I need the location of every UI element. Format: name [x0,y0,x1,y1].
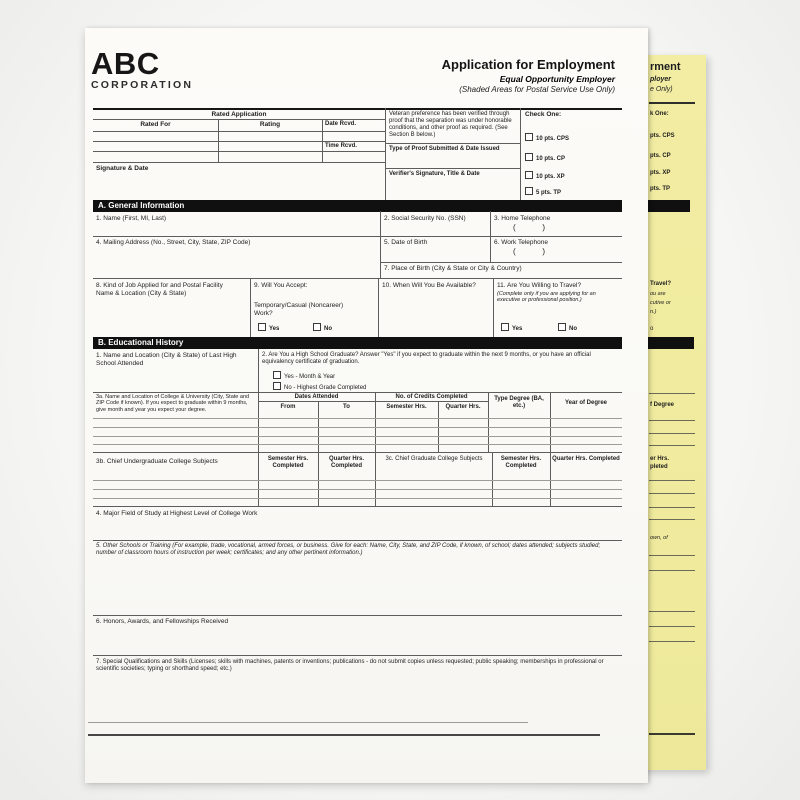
checkbox-icon [525,153,533,161]
canary-text-fragment: pts. CPS [650,133,675,139]
canary-text-fragment: pts. XP [650,170,671,176]
field-will-you-accept-detail: Temporary/Casual (Noncareer) Work? [254,302,344,317]
canary-line [649,507,695,508]
form-note: (Shaded Areas for Postal Service Use Only) [459,85,615,94]
checkbox-icon [258,323,266,331]
field-high-school: 1. Name and Location (City & State) of Last High School Attended [96,352,237,367]
canary-section-bar-fragment [646,200,690,212]
hs-graduate-no-option: No - Highest Grade Completed [273,382,366,392]
dates-attended-header: Dates Attended [294,394,339,400]
time-received-label: Time Rcvd. [325,143,357,149]
rule [93,392,622,393]
canary-text-fragment: er Hrs. [650,456,670,462]
field-will-you-accept: 9. Will You Accept: [254,282,308,289]
rated-application-title: Rated Application [211,111,267,118]
date-received-label: Date Rcvd. [325,121,357,127]
canary-line [649,433,695,434]
field-graduate-subjects: 3c. Chief Graduate College Subjects [385,456,483,462]
rule [93,452,622,453]
veteran-option-cps: 10 pts. CPS [525,133,569,143]
form-subtitle: Equal Opportunity Employer [499,74,615,84]
rule [93,540,622,541]
rule [88,734,600,736]
divider [380,211,381,278]
canary-text-fragment: n.) [650,309,657,315]
canary-line [649,480,695,481]
canary-line [649,420,695,421]
canary-line [649,493,695,494]
rule [385,168,520,169]
company-logo [91,46,194,91]
field-ssn: 2. Social Security No. (SSN) [384,215,466,222]
veteran-option-xp: 10 pts. XP [525,171,565,181]
checkbox-icon [525,133,533,141]
divider [375,392,376,452]
travel-no-option: No [558,323,577,333]
canary-line [649,611,695,612]
semester-hrs-completed-header: Semester Hrs. Completed [500,456,542,469]
divider [250,278,251,337]
application-form-sheet [85,28,648,783]
rule [93,655,622,656]
checkbox-icon [273,382,281,390]
logo-text: ABC [91,46,160,81]
divider [550,392,551,452]
quarter-hrs-header: Quarter Hrs. [445,404,481,410]
check-one-label: Check One: [525,111,562,118]
canary-text-fragment: e Only) [650,86,673,93]
canary-line [649,102,695,104]
rule [93,162,385,163]
quarter-hrs-completed-header: Quarter Hrs. Completed [552,456,620,462]
divider [258,349,259,392]
canary-section-bar-fragment [646,337,694,349]
write-line [93,444,622,445]
checkbox-icon [525,171,533,179]
form-header [375,58,615,94]
rule [258,401,488,402]
divider [378,278,379,337]
field-willing-to-travel: 11. Are You Willing to Travel? [497,282,582,289]
accept-no-option: No [313,323,332,333]
write-line [93,427,622,428]
hs-graduate-yes-option: Yes - Month & Year [273,371,335,381]
accept-yes-option: Yes [258,323,279,333]
field-willing-to-travel-detail: (Complete only if you are applying for an executive or professional position.) [497,291,596,304]
canary-line [649,445,695,446]
field-mailing-address: 4. Mailing Address (No., Street, City, State, ZIP Code) [96,239,251,246]
field-date-of-birth: 5. Date of Birth [384,239,428,246]
rule [93,119,385,120]
write-line [93,489,622,490]
divider [520,108,521,200]
section-b-bar: B. Educational History [93,337,622,349]
canary-line [649,519,695,520]
canary-text-fragment: k One: [650,111,669,117]
field-name: 1. Name (First, MI, Last) [96,215,167,222]
canary-text-fragment: f Degree [650,402,675,408]
canary-line [649,733,695,735]
checkbox-icon [501,323,509,331]
field-when-available: 10. When Will You Be Available? [382,282,476,289]
travel-yes-option: Yes [501,323,522,333]
phone-parentheses: ( ) [513,223,545,232]
canary-text-fragment: cutive or [650,300,671,306]
divider [258,392,259,452]
write-line [88,722,528,723]
quarter-hrs-completed-header: Quarter Hrs. Completed [328,456,364,469]
canary-text-fragment: rment [650,61,681,73]
field-place-of-birth: 7. Place of Birth (City & State or City & Country) [384,265,522,272]
write-line [93,436,622,437]
canary-text-fragment: pts. TP [650,186,671,192]
write-line [93,498,622,499]
proof-submitted-label: Type of Proof Submitted & Date Issued [389,146,500,152]
verifier-signature-label: Verifier's Signature, Title & Date [389,171,480,177]
checkbox-icon [313,323,321,331]
type-degree-header: Type Degree (BA, etc.) [494,396,544,409]
field-undergrad-subjects: 3b. Chief Undergraduate College Subjects [96,458,218,465]
divider [488,392,489,452]
write-line [93,480,622,481]
write-line [93,418,622,419]
checkbox-icon [273,371,281,379]
veteran-option-tp: 5 pts. TP [525,187,561,197]
canary-text-fragment: pleted [650,464,668,470]
semester-hrs-header: Semester Hrs. [386,404,427,410]
rule [93,506,622,507]
rule [93,615,622,616]
credits-completed-header: No. of Credits Completed [395,394,468,400]
canary-copy-sheet [638,55,706,770]
canary-line [649,393,695,394]
field-hs-graduate: 2. Are You a High School Graduate? Answer "Yes" if you expect to graduate within the next 9 months, or you have an official equivalency certificate of graduation. [262,352,591,365]
veteran-preference-statement: Veteran preference has been verified through proof that the separation was under honorable conditions, and other proof as required. (See Section B below.) [389,111,512,138]
semester-hrs-completed-header: Semester Hrs. Completed [267,456,309,469]
to-header: To [343,404,350,410]
canary-text-fragment: pts. CP [650,153,671,159]
field-home-telephone: 3. Home Telephone [494,215,551,222]
canary-text-fragment: o [650,326,654,332]
rule [385,143,520,144]
section-a-bar: A. General Information [93,200,622,212]
field-honors-awards: 6. Honors, Awards, and Fellowships Received [96,618,229,625]
phone-parentheses: ( ) [513,247,545,256]
field-college-name: 3a. Name and Location of College & University (City, State and ZIP Code if known). If you expect to graduate within 9 months, give month and year you expect your degree. [96,394,250,413]
canary-text-fragment: ou are [650,291,666,297]
rule [93,278,622,279]
field-special-qualifications: 7. Special Qualifications and Skills (Licenses; skills with machines, patents or inventions; publications - do not submit copies unless requested; public speaking; memberships in professional or scientific societies; typing or shorthand speed; etc.) [96,659,604,672]
rated-for-header: Rated For [140,121,171,128]
veteran-option-cp: 10 pts. CP [525,153,565,163]
rule [93,131,385,132]
rule [93,141,385,142]
field-job-applied: 8. Kind of Job Applied for and Postal Facility Name & Location (City & State) [96,282,223,297]
signature-date-label: Signature & Date [96,165,149,172]
divider [493,278,494,337]
rule [93,151,385,152]
canary-line [649,555,695,556]
field-major-field: 4. Major Field of Study at Highest Level of College Work [96,510,258,517]
form-title: Application for Employment [441,57,615,72]
checkbox-icon [525,187,533,195]
logo-subtext: CORPORATION [91,79,194,91]
rule [93,108,622,110]
from-header: From [280,404,296,410]
checkbox-icon [558,323,566,331]
canary-text-fragment: Travel? [650,281,672,287]
year-degree-header: Year of Degree [564,400,608,406]
canary-line [649,626,695,627]
canary-text-fragment: own, of [650,535,668,541]
rating-header: Rating [259,121,281,128]
canary-line [649,641,695,642]
canary-line [649,570,695,571]
rule [380,262,622,263]
field-other-schools: 5. Other Schools or Training (For example, trade, vocational, armed forces, or business. Give for each: Name, City, State, and ZIP Code, if known, of school; dates attended; subjects studied; number of classroom hours of instruction per week; certificates; and any other pertinent information.) [96,543,601,556]
divider [385,108,386,200]
field-work-telephone: 6. Work Telephone [494,239,548,246]
rule [93,236,622,237]
canary-text-fragment: ployer [650,76,672,83]
